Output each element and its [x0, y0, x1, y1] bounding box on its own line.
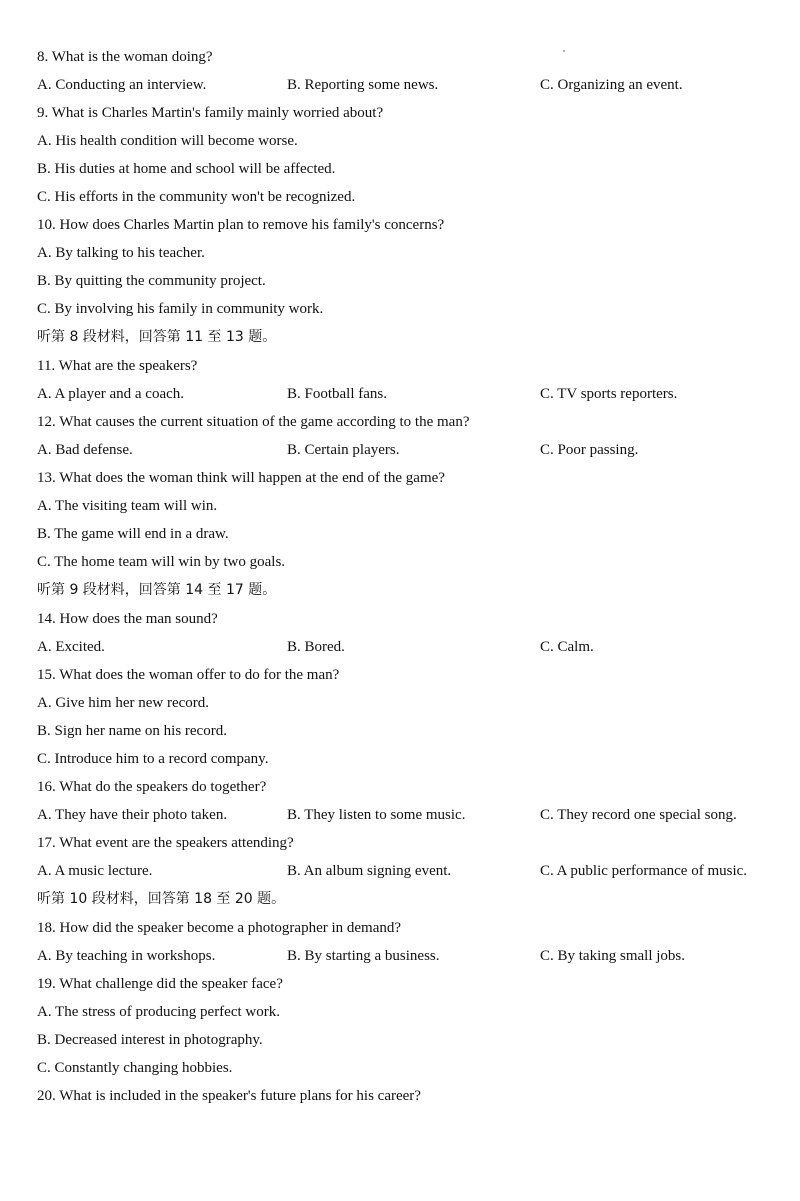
option-9c: C. His efforts in the community won't be recognized. — [37, 189, 356, 205]
option-10b: B. By quitting the community project. — [37, 273, 266, 289]
option-15c: C. Introduce him to a record company. — [37, 751, 269, 767]
question-8: 8. What is the woman doing? — [37, 49, 213, 65]
option-14c: C. Calm. — [540, 639, 594, 655]
options-8 — [37, 74, 797, 96]
option-13c: C. The home team will win by two goals. — [37, 554, 286, 570]
option-19c: C. Constantly changing hobbies. — [37, 1060, 233, 1076]
option-14b: B. Bored. — [287, 639, 345, 655]
option-9a: A. His health condition will become worse. — [37, 133, 298, 149]
option-18c: C. By taking small jobs. — [540, 948, 686, 964]
options-11 — [37, 383, 797, 405]
options-16 — [37, 804, 797, 826]
option-10a: A. By talking to his teacher. — [37, 245, 205, 261]
section-heading-10: 听第 10 段材料，回答第 18 至 20 题。 — [37, 891, 286, 907]
question-14: 14. How does the man sound? — [37, 611, 218, 627]
question-19: 19. What challenge did the speaker face? — [37, 976, 283, 992]
options-18 — [37, 945, 797, 967]
question-10: 10. How does Charles Martin plan to remove his family's concerns? — [37, 217, 445, 233]
option-15b: B. Sign her name on his record. — [37, 723, 227, 739]
section-heading-8: 听第 8 段材料，回答第 11 至 13 题。 — [37, 329, 277, 345]
question-15: 15. What does the woman offer to do for the man? — [37, 667, 340, 683]
question-12: 12. What causes the current situation of the game according to the man? — [37, 414, 470, 430]
question-20: 20. What is included in the speaker's future plans for his career? — [37, 1088, 421, 1104]
question-17: 17. What event are the speakers attending? — [37, 835, 294, 851]
question-13: 13. What does the woman think will happen at the end of the game? — [37, 470, 445, 486]
option-11c: C. TV sports reporters. — [540, 386, 678, 402]
option-8c: C. Organizing an event. — [540, 77, 683, 93]
option-9b: B. His duties at home and school will be affected. — [37, 161, 336, 177]
question-18: 18. How did the speaker become a photographer in demand? — [37, 920, 402, 936]
option-12a: A. Bad defense. — [37, 442, 133, 458]
option-12b: B. Certain players. — [287, 442, 400, 458]
option-15a: A. Give him her new record. — [37, 695, 210, 711]
scan-speck — [563, 50, 565, 52]
option-10c: C. By involving his family in community work. — [37, 301, 324, 317]
option-17a: A. A music lecture. — [37, 863, 153, 879]
option-13a: A. The visiting team will win. — [37, 498, 218, 514]
option-16c: C. They record one special song. — [540, 807, 737, 823]
option-18b: B. By starting a business. — [287, 948, 440, 964]
option-16a: A. They have their photo taken. — [37, 807, 228, 823]
option-19a: A. The stress of producing perfect work. — [37, 1004, 280, 1020]
option-18a: A. By teaching in workshops. — [37, 948, 216, 964]
option-17c: C. A public performance of music. — [540, 863, 748, 879]
option-13b: B. The game will end in a draw. — [37, 526, 229, 542]
options-14 — [37, 636, 797, 658]
option-19b: B. Decreased interest in photography. — [37, 1032, 263, 1048]
option-14a: A. Excited. — [37, 639, 105, 655]
question-11: 11. What are the speakers? — [37, 358, 198, 374]
option-17b: B. An album signing event. — [287, 863, 452, 879]
option-11a: A. A player and a coach. — [37, 386, 185, 402]
option-16b: B. They listen to some music. — [287, 807, 466, 823]
options-12 — [37, 439, 797, 461]
question-9: 9. What is Charles Martin's family mainly worried about? — [37, 105, 384, 121]
option-8b: B. Reporting some news. — [287, 77, 439, 93]
option-11b: B. Football fans. — [287, 386, 387, 402]
section-heading-9: 听第 9 段材料，回答第 14 至 17 题。 — [37, 582, 277, 598]
options-17 — [37, 860, 797, 882]
question-16: 16. What do the speakers do together? — [37, 779, 267, 795]
option-12c: C. Poor passing. — [540, 442, 639, 458]
option-8a: A. Conducting an interview. — [37, 77, 207, 93]
